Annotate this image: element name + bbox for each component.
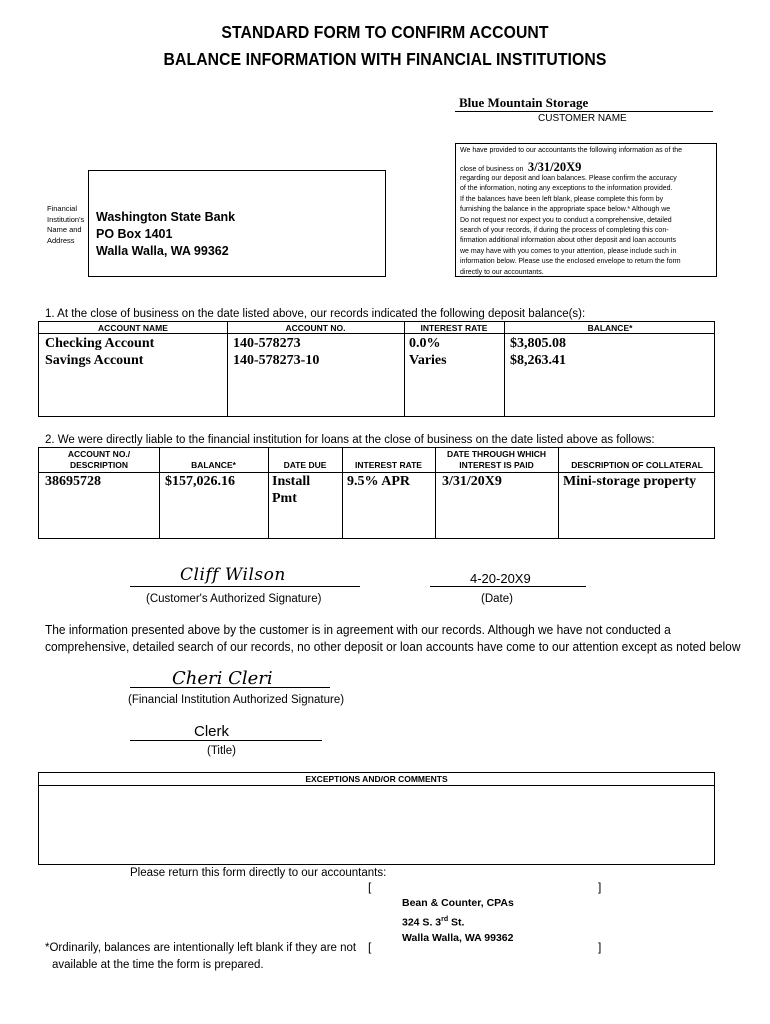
- close-date: 3/31/20X9: [527, 160, 582, 174]
- deposits-header-account-no: ACCOUNT NO.: [285, 323, 346, 333]
- deposits-intro: 1. At the close of business on the date listed above, our records indicated the following deposit balance(s):: [45, 308, 586, 320]
- deposits-table: [38, 321, 715, 417]
- loans-header-date-due: DATE DUE: [283, 460, 327, 470]
- institution-address: [96, 209, 235, 260]
- table-cell: Varies: [409, 352, 447, 368]
- instructions-line1: We have provided to our accountants the following information as of the: [460, 147, 683, 154]
- institution-signature: Cheri Cleri: [172, 668, 273, 689]
- institution-address-box: [88, 170, 386, 277]
- instructions-line: furnishing the balance in the appropriate space below.* Although we: [460, 206, 671, 214]
- loans-header-collateral: DESCRIPTION OF COLLATERAL: [571, 460, 703, 470]
- address-text: St.: [448, 916, 465, 928]
- footnote: [45, 940, 356, 973]
- institution-label-line: Financial: [47, 204, 78, 213]
- customer-signature-label: (Customer's Authorized Signature): [146, 593, 322, 605]
- loans-cell-balance: $157,026.16: [165, 474, 235, 489]
- institution-address2: Walla Walla, WA 99362: [96, 244, 229, 258]
- return-bracket-close-bottom: ]: [598, 940, 602, 954]
- deposits-cell-balance: [510, 336, 566, 369]
- table-cell: 0.0%: [409, 336, 441, 351]
- table-cell: Checking Account: [45, 336, 155, 351]
- institution-label-line: Address: [47, 235, 75, 245]
- deposits-header-interest-rate: INTEREST RATE: [420, 323, 488, 333]
- institution-signature-label: (Financial Institution Authorized Signature): [128, 694, 345, 706]
- instructions-line: we may have with you comes to your attention, please include such in: [460, 247, 677, 255]
- deposits-header-account-name: ACCOUNT NAME: [98, 323, 168, 333]
- institution-address1: PO Box 1401: [96, 227, 173, 241]
- instructions-line: If the balances have been left blank, please complete this form by: [460, 195, 664, 203]
- deposits-cell-rate: [409, 336, 447, 369]
- footnote-line: *Ordinarily, balances are intentionally left blank if they are not: [45, 942, 357, 954]
- loans-intro: 2. We were directly liable to the financial institution for loans at the close of business on the date listed above as follows:: [45, 434, 655, 446]
- customer-signature: Cliff Wilson: [180, 565, 286, 585]
- table-cell: $3,805.08: [510, 336, 566, 351]
- instructions-line: search of your records, if during the process of completing this con-: [460, 227, 669, 235]
- header-text: ACCOUNT NO./: [67, 449, 131, 459]
- close-prefix: close of business on: [460, 166, 524, 173]
- return-bracket-open: [: [368, 880, 372, 894]
- table-cell: $8,263.41: [510, 352, 566, 368]
- customer-date-line: [430, 586, 586, 587]
- loans-header-paid-through: [435, 449, 558, 471]
- customer-name: Blue Mountain Storage: [459, 95, 589, 110]
- deposits-header-balance: BALANCE*: [587, 323, 633, 333]
- loans-table: [38, 447, 715, 539]
- agreement-line: The information presented above by the customer is in agreement with our records. Although we have not conducted a: [45, 623, 671, 637]
- loans-cell-date-due: [272, 474, 310, 507]
- deposits-cell-name: [45, 336, 154, 369]
- header-text: INTEREST IS PAID: [459, 460, 534, 470]
- table-cell: 140-578273-10: [233, 352, 320, 368]
- accountant-address2: Walla Walla, WA 99362: [402, 931, 514, 944]
- institution-title-label: (Title): [207, 745, 236, 757]
- instructions-line: regarding our deposit and loan balances. Please confirm the accuracy: [460, 175, 677, 182]
- address-sup: rd: [441, 915, 449, 923]
- exceptions-box[interactable]: [38, 772, 715, 865]
- table-cell: 140-578273: [233, 336, 301, 351]
- title-line: [130, 740, 322, 741]
- form-title-line2: BALANCE INFORMATION WITH FINANCIAL INSTITUTIONS: [163, 49, 607, 69]
- header-text: DESCRIPTION: [69, 460, 129, 470]
- instructions-line: firmation additional information about other deposit and loan accounts: [460, 237, 676, 245]
- instructions-box: [455, 143, 717, 277]
- instructions-body: [460, 174, 681, 278]
- header-text: DATE THROUGH WHICH: [447, 449, 546, 459]
- instructions-line: directly to our accountants.: [460, 268, 544, 276]
- institution-label: [47, 204, 84, 246]
- form-title-line1: STANDARD FORM TO CONFIRM ACCOUNT: [221, 22, 549, 42]
- loans-header-account: [39, 449, 159, 471]
- institution-label-line: Name and: [47, 225, 82, 234]
- exceptions-header: EXCEPTIONS AND/OR COMMENTS: [305, 774, 448, 784]
- institution-label-line: Institution's: [47, 214, 85, 224]
- return-bracket-close: ]: [598, 880, 602, 894]
- loans-cell-interest-rate: 9.5% APR: [347, 474, 410, 489]
- loans-header-balance: BALANCE*: [191, 460, 236, 470]
- accountant-address1: [402, 912, 514, 931]
- table-cell: Savings Account: [45, 352, 144, 368]
- accountant-name: Bean & Counter, CPAs: [402, 897, 514, 909]
- address-text: 324 S. 3: [402, 916, 442, 928]
- agreement-line: comprehensive, detailed search of our records, no other deposit or loan accounts have come to our attention except as noted below: [45, 640, 741, 654]
- accountant-address: [402, 896, 514, 946]
- return-bracket-open-bottom: [: [368, 940, 372, 954]
- loans-header-interest-rate: INTEREST RATE: [355, 460, 422, 470]
- customer-name-label: CUSTOMER NAME: [538, 113, 627, 124]
- institution-title: Clerk: [194, 723, 230, 740]
- table-cell: Pmt: [272, 490, 297, 506]
- customer-date: 4-20-20X9: [470, 571, 531, 586]
- institution-name: Washington State Bank: [96, 210, 236, 224]
- instructions-line: of the information, noting any exceptions to the information provided.: [460, 185, 673, 193]
- customer-date-label: (Date): [481, 593, 513, 605]
- deposits-cell-number: [233, 336, 319, 369]
- instructions-line: Do not request nor expect you to conduct a comprehensive, detailed: [460, 216, 672, 224]
- table-cell: Install: [272, 474, 311, 489]
- agreement-text: [45, 622, 740, 656]
- loans-cell-collateral: Mini-storage property: [563, 474, 697, 489]
- instructions-line: information below. Please use the enclosed envelope to return the form: [460, 258, 681, 266]
- return-label: Please return this form directly to our accountants:: [130, 867, 387, 879]
- customer-name-line: [455, 111, 713, 112]
- footnote-line: available at the time the form is prepared.: [52, 958, 264, 971]
- loans-cell-account: 38695728: [45, 474, 101, 489]
- customer-signature-line: [130, 586, 360, 587]
- loans-cell-paid-through: 3/31/20X9: [442, 474, 502, 489]
